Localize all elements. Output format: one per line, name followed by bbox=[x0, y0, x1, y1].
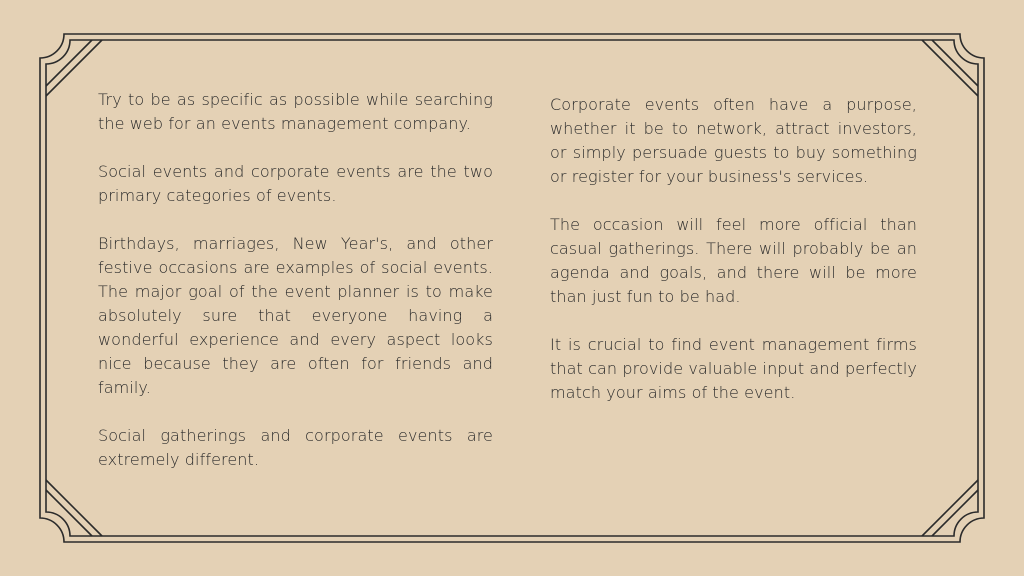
paragraph: Social gatherings and corporate events are extremely different. bbox=[98, 426, 493, 469]
left-text-column bbox=[98, 88, 493, 496]
paragraph: It is crucial to find event management firms that can provide valuable input and perfectly match your aims of the event. bbox=[550, 335, 917, 402]
paragraph: Birthdays, marriages, New Year's, and other festive occasions are examples of social events. The major goal of the event planner is to make absolutely sure that everyone having a wonderful experience and every aspect looks nice because they are often for friends and family. bbox=[98, 234, 493, 397]
paragraph: The occasion will feel more official than casual gatherings. There will probably be an agenda and goals, and there will be more than just fun to be had. bbox=[550, 215, 917, 306]
paragraph: Social events and corporate events are the two primary categories of events. bbox=[98, 162, 493, 205]
paragraph: Try to be as specific as possible while searching the web for an events management company. bbox=[98, 90, 493, 133]
paragraph: Corporate events often have a purpose, whether it be to network, attract investors, or simply persuade guests to buy something or register for your business's services. bbox=[550, 95, 917, 186]
right-text-column bbox=[550, 93, 917, 429]
